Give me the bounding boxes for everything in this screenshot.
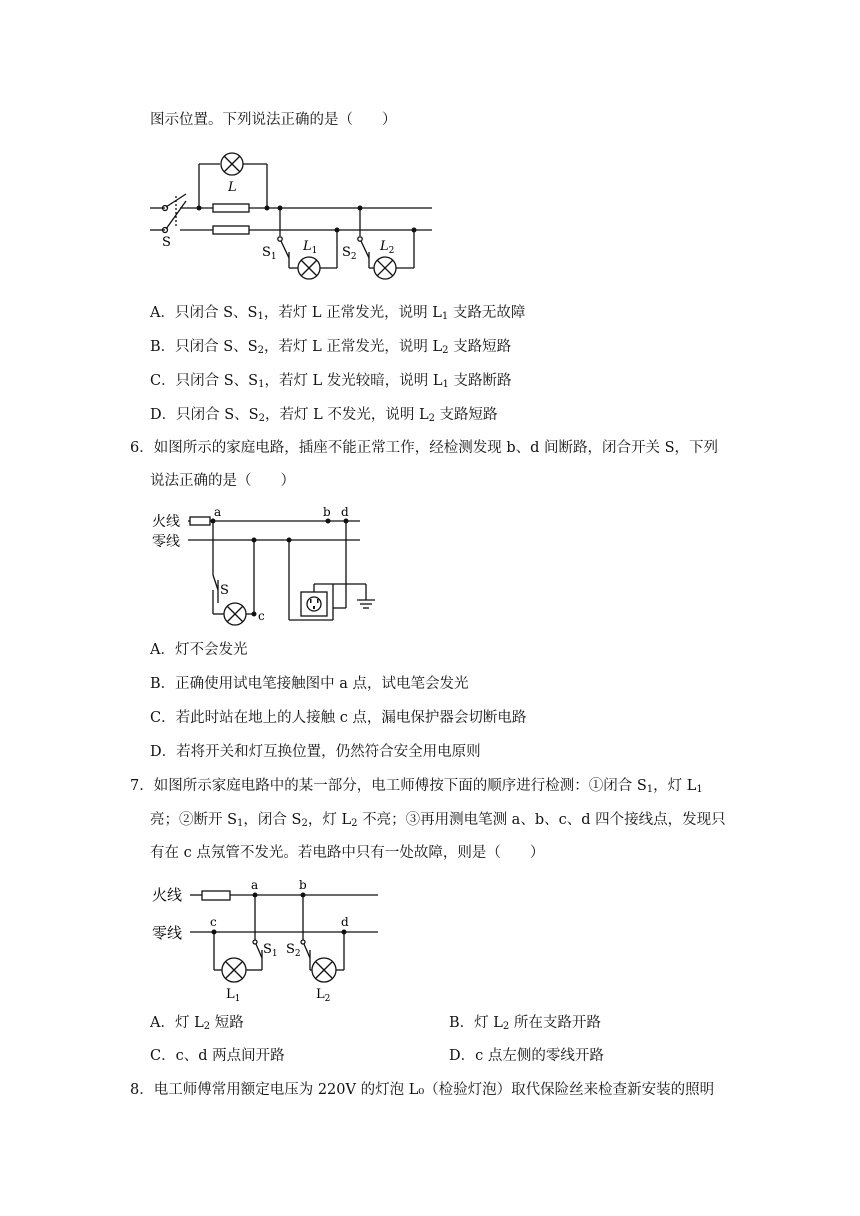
q6-stem-line2: 说法正确的是（ ） (150, 473, 295, 489)
q7-stem-line3: 有在 c 点氖管不发光。若电路中只有一处故障，则是（ ） (150, 845, 545, 861)
q6-option-b[interactable]: B．正确使用试电笔接触图中 a 点，试电笔会发光 (150, 676, 469, 692)
q6-label-b: b (323, 505, 331, 519)
q6-label-c: c (258, 609, 265, 623)
q5-option-b[interactable]: B．只闭合 S、$S_2$，若灯 L 正常发光，说明 $L_2$ 支路短路 (150, 339, 512, 356)
q6-label-S: S (220, 583, 229, 598)
q8-stem-line1: 8．电工师傅常用额定电压为 220V 的灯泡 L₀（检验灯泡）取代保险丝来检查新安装的照明 (130, 1082, 715, 1098)
q5-option-d[interactable]: D．只闭合 S、$S_2$，若灯 L 不发光，说明 $L_2$ 支路短路 (150, 407, 498, 424)
q7-label-d: d (341, 915, 349, 929)
q7-label-neutral: 零线 (152, 924, 183, 942)
q5-option-a[interactable]: A．只闭合 S、$S_1$，若灯 L 正常发光，说明 $L_1$ 支路无故障 (150, 305, 526, 322)
q5-label-L2: $L_2$ (380, 239, 395, 256)
q7-option-d[interactable]: D．c 点左侧的零线开路 (449, 1048, 604, 1064)
q6-option-c[interactable]: C．若此时站在地上的人接触 c 点，漏电保护器会切断电路 (150, 710, 527, 726)
q6-label-neutral: 零线 (152, 534, 180, 550)
q6-option-a[interactable]: A．灯不会发光 (150, 642, 248, 658)
q6-option-d[interactable]: D．若将开关和灯互换位置，仍然符合安全用电原则 (150, 744, 481, 760)
q7-label-S1: $S_1$ (263, 942, 278, 959)
q7-label-L2: $L_2$ (316, 987, 331, 1004)
q7-label-live: 火线 (152, 886, 183, 904)
q7-label-L1: $L_1$ (226, 987, 241, 1004)
q5-stem-tail: 图示位置。下列说法正确的是（ ） (150, 112, 397, 128)
q7-label-S2: $S_2$ (286, 942, 301, 959)
q5-label-L1: $L_1$ (303, 239, 318, 256)
q7-option-a[interactable]: A．灯 $L_2$ 短路 (150, 1015, 244, 1032)
q7-option-b[interactable]: B．灯 $L_2$ 所在支路开路 (449, 1015, 601, 1032)
q7-option-c[interactable]: C．c、d 两点间开路 (150, 1048, 285, 1064)
q7-label-a: a (251, 878, 259, 892)
q7-fuse (202, 891, 230, 900)
q5-label-S2: $S_2$ (342, 245, 357, 262)
q7-stem-line2: 亮；②断开 $S_1$，闭合 $S_2$，灯 $L_2$ 不亮；③再用测电笔测 a、b、c、d 四个接线点，发现只 (150, 812, 726, 829)
q5-option-c[interactable]: C．只闭合 S、$S_1$，若灯 L 发光较暗，说明 $L_1$ 支路断路 (150, 373, 512, 390)
q7-stem-line1: 7．如图所示家庭电路中的某一部分，电工师傅按下面的顺序进行检测：①闭合 $S_1$，灯 $L_1$ (130, 778, 703, 795)
q5-label-S1: $S_1$ (262, 245, 277, 262)
q5-label-S: S (162, 235, 171, 250)
q7-label-b: b (299, 878, 307, 892)
q7-label-c: c (210, 915, 217, 929)
q5-label-L: L (228, 180, 237, 195)
q6-label-d: d (341, 505, 349, 519)
q6-stem-line1: 6．如图所示的家庭电路，插座不能正常工作，经检测发现 b、d 间断路，闭合开关 S，下列 (130, 440, 719, 456)
q6-label-a: a (214, 505, 222, 519)
q6-label-live: 火线 (152, 514, 180, 530)
